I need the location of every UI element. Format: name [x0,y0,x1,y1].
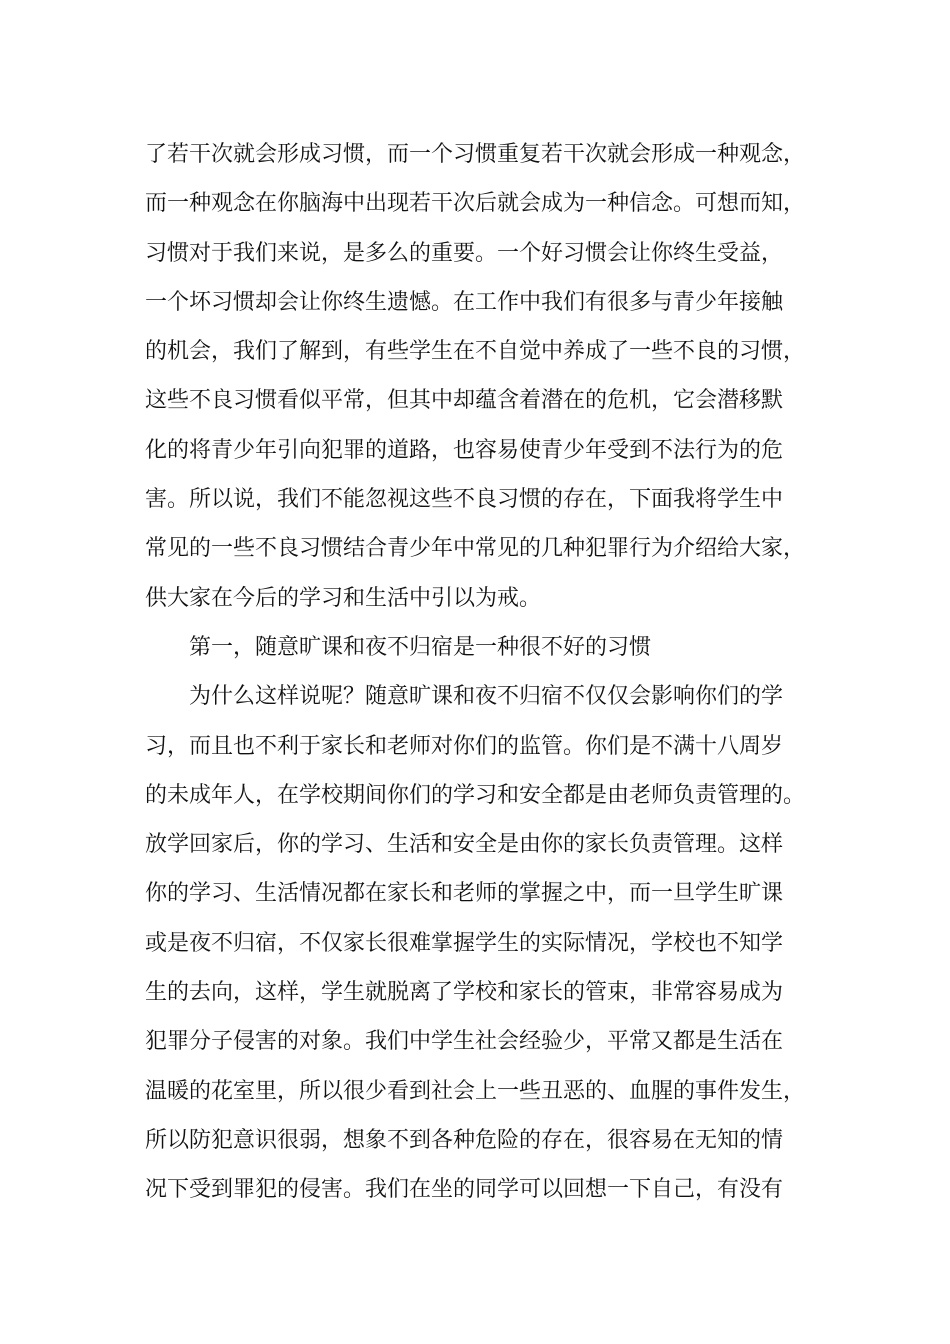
text-line: 犯罪分子侵害的对象。我们中学生社会经验少，平常又都是生活在 [145,1029,784,1055]
text-line: 温暖的花室里，所以很少看到社会上一些丑恶的、血腥的事件发生， [145,1078,806,1104]
text-line: 常见的一些不良习惯结合青少年中常见的几种犯罪行为介绍给大家， [145,536,806,562]
text-line: 化的将青少年引向犯罪的道路，也容易使青少年受到不法行为的危 [145,437,784,463]
text-line: 害。所以说，我们不能忽视这些不良习惯的存在，下面我将学生中 [145,487,784,513]
text-line: 一个坏习惯却会让你终生遗憾。在工作中我们有很多与青少年接触 [145,289,784,315]
text-line: 供大家在今后的学习和生活中引以为戒。 [145,585,542,611]
text-line: 习惯对于我们来说，是多么的重要。一个好习惯会让你终生受益， [145,240,784,266]
text-line: 或是夜不归宿，不仅家长很难掌握学生的实际情况，学校也不知学 [145,930,784,956]
text-line: 为什么这样说呢？随意旷课和夜不归宿不仅仅会影响你们的学 [189,684,784,710]
section-heading: 第一，随意旷课和夜不归宿是一种很不好的习惯 [189,634,652,660]
text-line: 这些不良习惯看似平常，但其中却蕴含着潜在的危机，它会潜移默 [145,388,784,414]
body-text [145,130,835,1215]
text-line: 况下受到罪犯的侵害。我们在坐的同学可以回想一下自己，有没有 [145,1177,784,1203]
text-line: 所以防犯意识很弱，想象不到各种危险的存在，很容易在无知的情 [145,1127,784,1153]
text-line: 的未成年人，在学校期间你们的学习和安全都是由老师负责管理的。 [145,782,806,808]
text-line: 你的学习、生活情况都在家长和老师的掌握之中，而一旦学生旷课 [145,881,784,907]
text-line: 放学回家后，你的学习、生活和安全是由你的家长负责管理。这样 [145,832,784,858]
text-line: 而一种观念在你脑海中出现若干次后就会成为一种信念。可想而知， [145,191,806,217]
text-line: 习，而且也不利于家长和老师对你们的监管。你们是不满十八周岁 [145,733,784,759]
text-line: 生的去向，这样，学生就脱离了学校和家长的管束，非常容易成为 [145,980,784,1006]
text-line: 了若干次就会形成习惯，而一个习惯重复若干次就会形成一种观念， [145,142,806,167]
text-line: 的机会，我们了解到，有些学生在不自觉中养成了一些不良的习惯， [145,339,806,365]
